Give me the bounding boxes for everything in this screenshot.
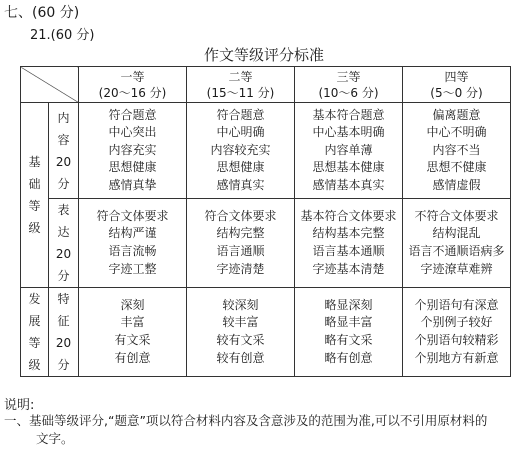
criterion-item: 内容充实 — [108, 142, 157, 157]
criterion-item: 思想基本健康 — [312, 160, 385, 175]
criterion-item: 思想健康 — [108, 160, 157, 175]
corner-cell — [21, 67, 79, 103]
question-number: 21.(60 分) — [30, 28, 95, 43]
grade-name: 四等 — [444, 69, 469, 84]
content-label — [49, 103, 79, 199]
grade-name: 三等 — [336, 69, 361, 84]
features-criteria-grade-2 — [187, 288, 295, 377]
features-criteria-grade-4 — [403, 288, 511, 377]
content-criteria-grade-1 — [79, 103, 187, 199]
criterion-item: 基本符合题意 — [312, 107, 385, 122]
criterion-item: 结构混乱 — [432, 226, 481, 241]
criterion-item: 中心不明确 — [426, 125, 487, 140]
content-criteria-grade-4 — [403, 103, 511, 199]
criterion-item: 较丰富 — [222, 315, 259, 330]
criterion-item: 字迹清楚 — [216, 261, 265, 276]
criterion-item: 有文采 — [114, 333, 151, 347]
criterion-item: 较有创意 — [216, 350, 265, 365]
expression-criteria-grade-1 — [79, 199, 187, 288]
criterion-item: 中心明确 — [216, 125, 265, 140]
expression-criteria-grade-2 — [187, 199, 295, 288]
vertical-label-char: 等 — [28, 336, 41, 350]
basic-level-label — [21, 103, 49, 288]
grade-range: (20～16 分) — [98, 85, 167, 100]
vertical-label-char: 等 — [28, 199, 41, 213]
criterion-item: 思想不健康 — [426, 160, 487, 175]
vertical-label-char: 20 — [55, 247, 72, 261]
criterion-item: 符合文体要求 — [96, 208, 169, 223]
features-criteria-grade-3 — [295, 288, 403, 377]
grade-name: 二等 — [228, 69, 253, 84]
criterion-item: 语言基本通顺 — [312, 244, 385, 258]
grade-range: (15～11 分) — [206, 85, 275, 100]
criterion-item: 较有文采 — [216, 333, 265, 347]
expression-criteria-grade-3 — [295, 199, 403, 288]
criterion-item: 字迹基本清楚 — [312, 261, 385, 276]
expression-label — [49, 199, 79, 288]
expression-criteria-grade-4 — [403, 199, 511, 288]
notes-label: 说明: — [4, 398, 35, 413]
vertical-label-char: 级 — [28, 221, 41, 235]
criterion-item: 不符合文体要求 — [414, 208, 499, 223]
development-level-label — [21, 288, 49, 377]
grade-header-1 — [79, 67, 187, 103]
criterion-item: 思想健康 — [216, 160, 265, 175]
criterion-item: 内容较充实 — [210, 142, 271, 157]
criterion-item: 语言流畅 — [108, 244, 157, 258]
vertical-label-char: 表 — [57, 203, 70, 217]
criterion-item: 中心突出 — [108, 125, 157, 140]
vertical-label-char: 展 — [28, 314, 41, 328]
vertical-label-char: 内 — [57, 110, 70, 125]
criterion-item: 结构基本完整 — [312, 226, 385, 241]
note-item-continuation: 文字。 — [36, 431, 74, 446]
content-criteria-grade-2 — [187, 103, 295, 199]
criterion-item: 基本符合文体要求 — [300, 208, 397, 223]
criterion-item: 字迹潦草难辨 — [420, 261, 493, 276]
criterion-item: 结构严谨 — [108, 226, 157, 241]
vertical-label-char: 础 — [28, 177, 41, 191]
criterion-item: 略显丰富 — [324, 315, 373, 330]
vertical-label-char: 基 — [28, 155, 41, 169]
criterion-item: 个别语句较精彩 — [414, 333, 499, 347]
criterion-item: 符合文体要求 — [204, 208, 277, 223]
criterion-item: 感情真实 — [216, 177, 265, 192]
vertical-label-char: 容 — [57, 132, 70, 147]
features-criteria-grade-1 — [79, 288, 187, 377]
criterion-item: 符合题意 — [216, 107, 265, 122]
features-label — [49, 288, 79, 377]
table-title: 作文等级评分标准 — [203, 46, 324, 64]
criterion-item: 结构完整 — [216, 226, 265, 241]
criterion-item: 语言不通顺语病多 — [408, 244, 505, 258]
grade-range: (5～0 分) — [430, 85, 483, 100]
criterion-item: 个别语句有深意 — [414, 297, 499, 312]
vertical-label-char: 级 — [28, 358, 41, 372]
criterion-item: 偏离题意 — [432, 107, 481, 122]
vertical-label-char: 发 — [28, 292, 41, 306]
expression-row — [21, 199, 511, 288]
vertical-label-char: 20 — [55, 154, 72, 169]
vertical-label-char: 分 — [57, 176, 70, 191]
criterion-item: 符合题意 — [108, 107, 157, 122]
vertical-label-char: 征 — [57, 314, 70, 328]
vertical-label-char: 分 — [57, 269, 70, 283]
criterion-item: 感情虚假 — [432, 177, 481, 192]
criterion-item: 略显深刻 — [324, 297, 373, 312]
grade-name: 一等 — [120, 69, 145, 84]
criterion-item: 丰富 — [120, 315, 145, 330]
criterion-item: 有创意 — [114, 350, 151, 365]
criterion-item: 内容单薄 — [324, 142, 373, 157]
grade-header-2 — [187, 67, 295, 103]
vertical-label-char: 分 — [57, 358, 70, 372]
grade-range: (10～6 分) — [318, 85, 379, 100]
criterion-item: 深刻 — [120, 297, 145, 312]
content-criteria-grade-3 — [295, 103, 403, 199]
content-row — [21, 103, 511, 199]
criterion-item: 中心基本明确 — [312, 125, 385, 140]
vertical-label-char: 特 — [57, 292, 70, 306]
criterion-item: 语言通顺 — [216, 244, 265, 258]
vertical-label-char: 达 — [57, 225, 70, 239]
grade-header-3 — [295, 67, 403, 103]
criterion-item: 内容不当 — [432, 142, 481, 157]
criterion-item: 个别例子较好 — [420, 315, 493, 330]
criterion-item: 略有文采 — [324, 333, 373, 347]
grade-header-row — [21, 67, 511, 103]
rubric-table — [20, 66, 511, 377]
criterion-item: 个别地方有新意 — [414, 350, 499, 365]
criterion-item: 略有创意 — [324, 350, 373, 365]
section-heading: 七、(60 分) — [4, 5, 80, 21]
note-item: 一、基础等级评分,“题意”项以符合材料内容及含意涉及的范围为准,可以不引用原材料的 — [4, 413, 488, 428]
vertical-label-char: 20 — [55, 336, 72, 350]
criterion-item: 字迹工整 — [108, 261, 157, 276]
criterion-item: 感情真挚 — [108, 177, 157, 192]
criterion-item: 感情基本真实 — [312, 177, 385, 192]
features-row — [21, 288, 511, 377]
criterion-item: 较深刻 — [222, 297, 259, 312]
grade-header-4 — [403, 67, 511, 103]
